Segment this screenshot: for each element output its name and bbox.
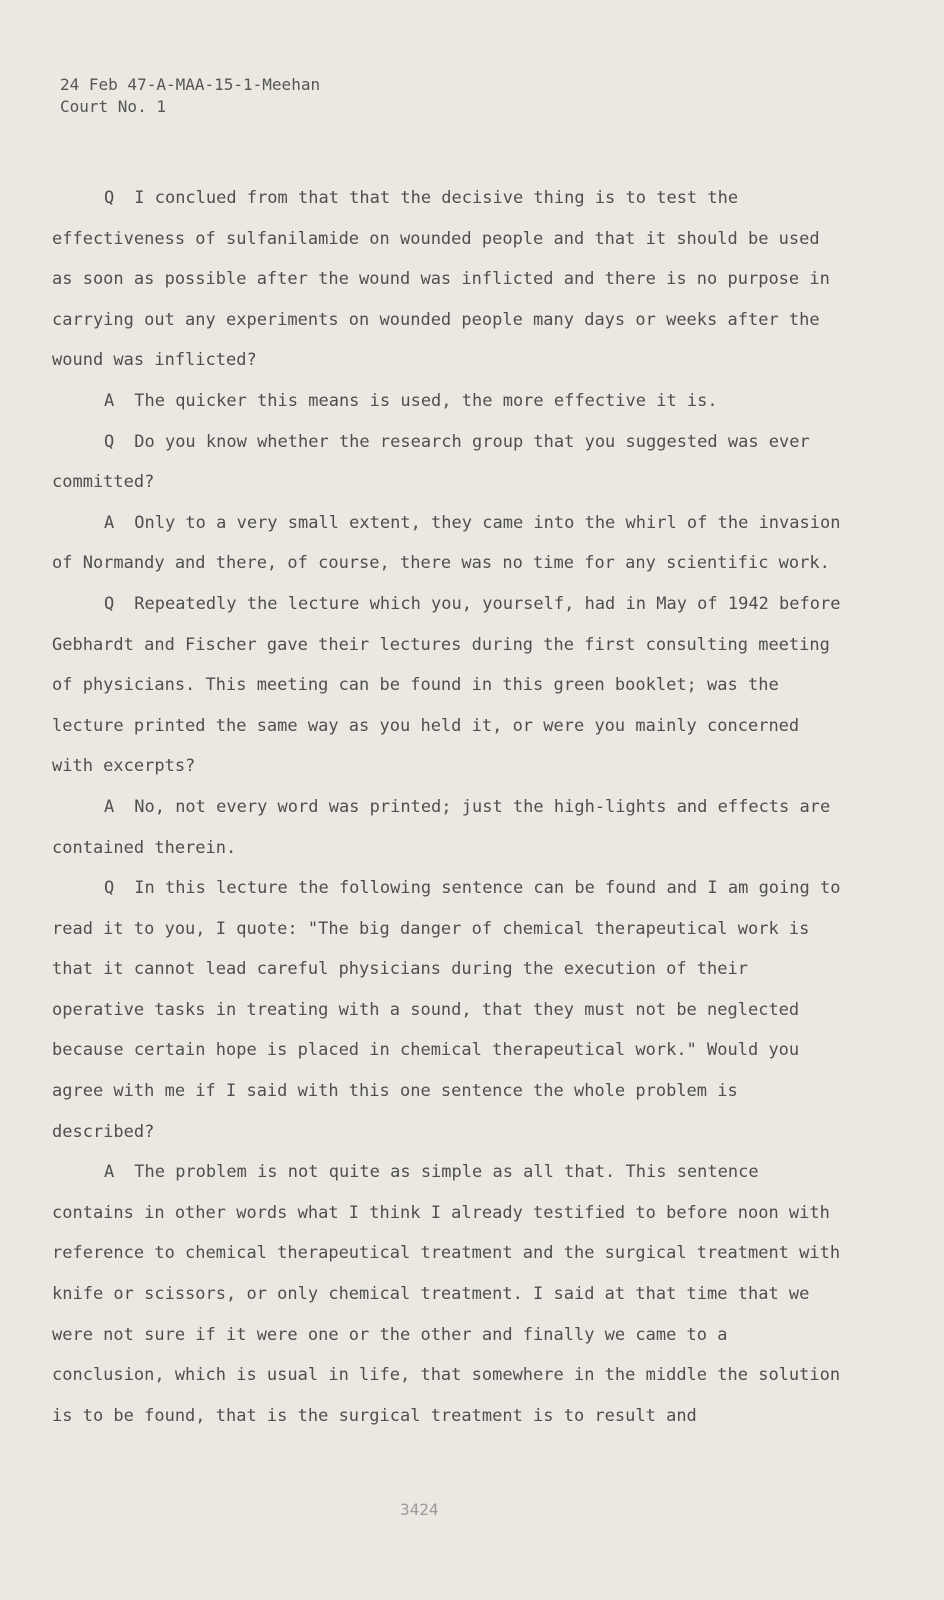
document-header [60, 74, 320, 118]
speaker-label: Q [104, 593, 115, 614]
paragraph-text: Only to a very small extent, they came into the whirl of the invasion of Normandy and there, of course, there was no time for any scientific work. [52, 512, 841, 574]
transcript-paragraph [52, 868, 842, 1152]
speaker-label: A [104, 390, 115, 411]
speaker-label: Q [104, 878, 115, 899]
speaker-label: Q [104, 188, 115, 208]
page-number: 3424 [400, 1500, 439, 1519]
speaker-label: A [104, 512, 115, 533]
transcript-paragraph [52, 178, 842, 381]
speaker-label: A [104, 1162, 115, 1183]
header-court: Court No. 1 [60, 97, 166, 116]
paragraph-text: I conclued from that that the decisive thing is to test the effectiveness of sulfanilamide on wounded people and that it should be used as soon as possible after the wound was inflicted and there is no purpose in carrying out any experiments on wounded people many days or weeks after the wound was inflicted? [52, 188, 830, 371]
paragraph-text: No, not every word was printed; just the high-lights and effects are contained therein. [52, 796, 831, 858]
transcript-paragraph [52, 584, 842, 787]
transcript-paragraph [52, 381, 842, 422]
speaker-label: A [104, 796, 115, 817]
paragraph-text: In this lecture the following sentence can be found and I am going to read it to you, I quote: "The big danger of chemical therapeutical work is that it cannot lead careful physicians during the execution of their operative tasks in treating with a sound, that they must not be neglected because certain hope is placed in chemical therapeutical work." Would you agree with me if I said with this one sentence the whole problem is described? [52, 878, 841, 1142]
transcript-body [52, 178, 842, 1436]
transcript-paragraph [52, 503, 842, 584]
header-reference: 24 Feb 47-A-MAA-15-1-Meehan [60, 75, 321, 94]
transcript-paragraph [52, 422, 842, 503]
transcript-paragraph [52, 787, 842, 868]
paragraph-text: Do you know whether the research group that you suggested was ever committed? [52, 431, 810, 493]
paragraph-text: The quicker this means is used, the more effective it is. [134, 390, 718, 411]
transcript-paragraph [52, 1152, 842, 1436]
speaker-label: Q [104, 431, 115, 452]
paragraph-text: The problem is not quite as simple as all that. This sentence contains in other words what I think I already testified to before noon with reference to chemical therapeutical treatment and the surgical treatment with knife or scissors, or only chemical treatment. I said at that time that we were not sure if it were one or the other and finally we came to a conclusion, which is usual in life, that somewhere in the middle the solution is to be found, that is the surgical treatment is to result and [52, 1162, 841, 1426]
paragraph-text: Repeatedly the lecture which you, yourself, had in May of 1942 before Gebhardt and Fischer gave their lectures during the first consulting meeting of physicians. This meeting can be found in this green booklet; was the lecture printed the same way as you held it, or were you mainly concerned with excerpts? [52, 593, 841, 777]
